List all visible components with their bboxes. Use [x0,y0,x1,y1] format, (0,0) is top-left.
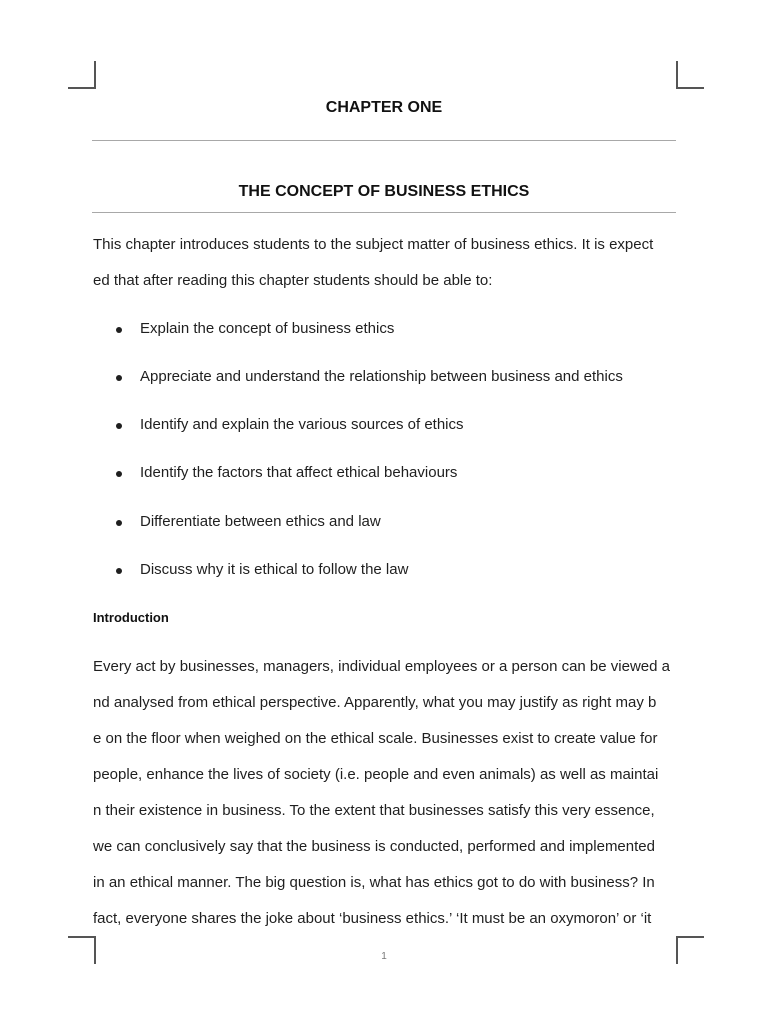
bullet-icon [116,327,122,333]
objective-label: Discuss why it is ethical to follow the law [140,561,409,578]
body-line: e on the floor when weighed on the ethical scale. Businesses exist to create value for [93,730,658,747]
bullet-icon [116,520,122,526]
objective-label: Identify the factors that affect ethical behaviours [140,464,458,481]
intro-line: ed that after reading this chapter students should be able to: [93,272,493,289]
chapter-title: CHAPTER ONE [325,99,443,116]
body-line: nd analysed from ethical perspective. Apparently, what you may justify as right may b [93,694,657,711]
body-line: Every act by businesses, managers, individual employees or a person can be viewed a [93,658,670,675]
divider [92,212,676,213]
objective-label: Explain the concept of business ethics [140,320,395,337]
body-line: in an ethical manner. The big question is, what has ethics got to do with business? In [93,874,655,891]
intro-line: This chapter introduces students to the subject matter of business ethics. It is expect [93,236,654,253]
body-line: we can conclusively say that the business is conducted, performed and implemented [93,838,655,855]
objective-label: Differentiate between ethics and law [140,513,381,530]
crop-mark-top-left [68,61,96,89]
section-title: THE CONCEPT OF BUSINESS ETHICS [238,183,530,200]
bullet-icon [116,568,122,574]
body-line: people, enhance the lives of society (i.e. people and even animals) as well as maintai [93,766,659,783]
divider [92,140,676,141]
crop-mark-top-right [676,61,704,89]
body-line: n their existence in business. To the extent that businesses satisfy this very essence, [93,802,655,819]
page-number: 1 [381,951,387,962]
bullet-icon [116,423,122,429]
body-line: fact, everyone shares the joke about ‘business ethics.’ ‘It must be an oxymoron’ or ‘it [93,910,652,927]
objective-label: Appreciate and understand the relationship between business and ethics [140,368,623,385]
bullet-icon [116,471,122,477]
bullet-icon [116,375,122,381]
objective-label: Identify and explain the various sources of ethics [140,416,464,433]
introduction-heading: Introduction [93,610,169,625]
